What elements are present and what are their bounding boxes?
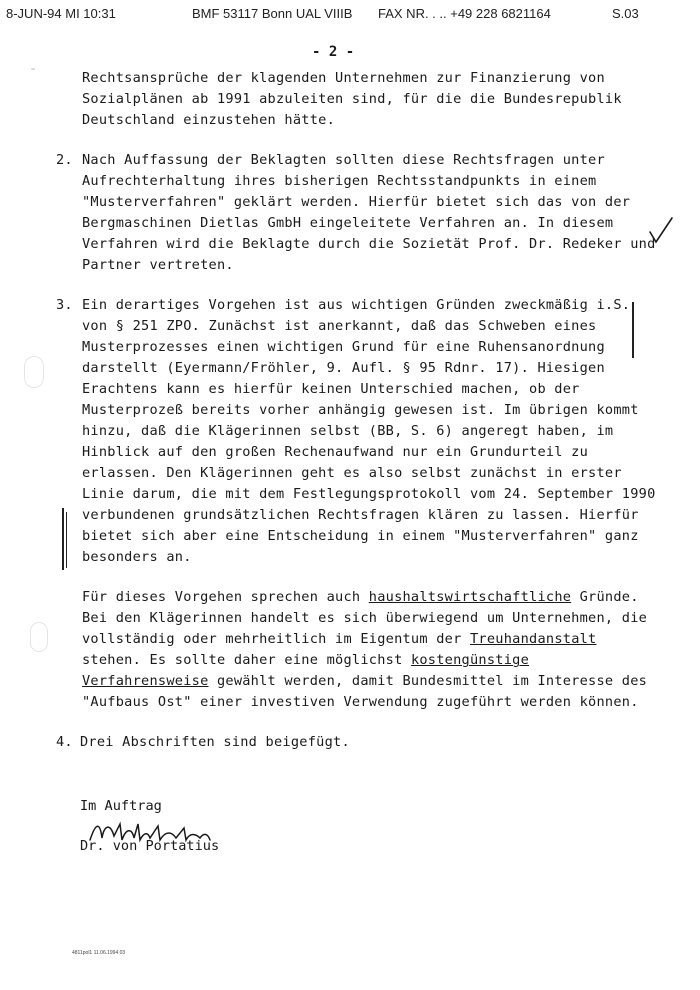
item-text: Drei Abschriften sind beigefügt.	[80, 734, 350, 750]
fiscal-text-part: gewählt werden, damit Bundesmittel im Interesse des "Aufbaus Ost" einer investiven Verwendung zugeführt werden können.	[82, 673, 648, 710]
fax-page: S.03	[612, 6, 639, 21]
fax-sender: BMF 53117 Bonn UAL VIIIB	[192, 6, 353, 21]
list-item	[54, 732, 662, 753]
item-text: Nach Auffassung der Beklagten sollten diese Rechtsfragen unter Aufrechterhaltung ihres bisherigen Rechtsstandpunkts in einem "Musterverfahren" geklärt werden. Hierfür bietet sich das von der Bergmaschinen Dietlas GmbH eingeleitete Verfahren an. In diesem Verfahren wird die Beklagte durch die Sozietät Prof. Dr. Redeker und Partner vertreten.	[82, 152, 656, 273]
fax-header	[0, 6, 700, 26]
fax-number: FAX NR. . .. +49 228 6821164	[378, 6, 551, 21]
margin-bar	[62, 508, 64, 570]
item-number: 2.	[56, 152, 73, 168]
checkmark-icon	[646, 216, 676, 246]
underlined-phrase: kostengünstige Verfahrensweise	[82, 652, 530, 689]
signature-block	[80, 796, 162, 817]
list-item	[56, 295, 662, 568]
margin-bar	[632, 302, 634, 358]
item-number: 4.	[56, 734, 73, 750]
underlined-phrase: haushaltswirtschaftliche	[368, 589, 572, 605]
fiscal-text-part: stehen. Es sollte daher eine möglichst	[82, 652, 411, 668]
margin-bar	[66, 512, 67, 568]
intro-text: Rechtsansprüche der klagenden Unternehmen zur Finanzierung von Sozialplänen ab 1991 abzuleiten sind, für die die Bundesrepublik Deutschland einzustehen hätte.	[82, 70, 622, 128]
fiscal-text-part: Gründe. Bei den Klägerinnen handelt es sich überwiegend um Unternehmen, die vollständig oder mehrheitlich im Eigentum der	[82, 589, 648, 647]
im-auftrag-label: Im Auftrag	[80, 798, 162, 814]
item-text: Ein derartiges Vorgehen ist aus wichtigen Gründen zweckmäßig i.S. von § 251 ZPO. Zunächst ist anerkannt, daß das Schweben eines Musterprozesses einen wichtigen Grund für eine Ruhensanordnung darstellt (Eyermann/Fröhler, 9. Aufl. § 95 Rdnr. 17). Hiesigen Erachtens kann es hierfür keinen Unterschied machen, ob der Musterprozeß bereits vorher anhängig gewesen ist. Im übrigen kommt hinzu, daß die Klägerinnen selbst (BB, S. 6) angeregt haben, im Hinblick auf den großen Rechenaufwand nur ein Grundurteil zu erlassen. Den Klägerinnen geht es also selbst zunächst in erster Linie darum, die mit dem Festlegungsprotokoll vom 24. September 1990 verbundenen grundsätzlichen Rechtsfragen klären zu lassen. Hierfür bietet sich aber eine Entscheidung in einem "Musterverfahren" ganz besonders an.	[82, 297, 656, 565]
signatory-name: Dr. von Portatius	[80, 838, 220, 854]
margin-tick-icon: ¨	[30, 68, 37, 79]
punch-hole-mark	[30, 622, 48, 652]
page-number: - 2 -	[312, 44, 355, 60]
letter-body	[56, 68, 662, 772]
list-item	[56, 150, 662, 276]
fiscal-text-part: Für dieses Vorgehen sprechen auch	[82, 589, 369, 605]
fiscal-text	[82, 587, 662, 713]
fiscal-paragraph	[82, 587, 662, 713]
underlined-phrase: Treuhandanstalt	[469, 631, 597, 647]
fax-date-time: 8-JUN-94 MI 10:31	[6, 6, 116, 21]
punch-hole-mark	[24, 356, 44, 388]
intro-paragraph	[82, 68, 662, 131]
item-number: 3.	[56, 297, 73, 313]
footer-code: 4811pol1 11.06.1994 03	[72, 950, 126, 956]
